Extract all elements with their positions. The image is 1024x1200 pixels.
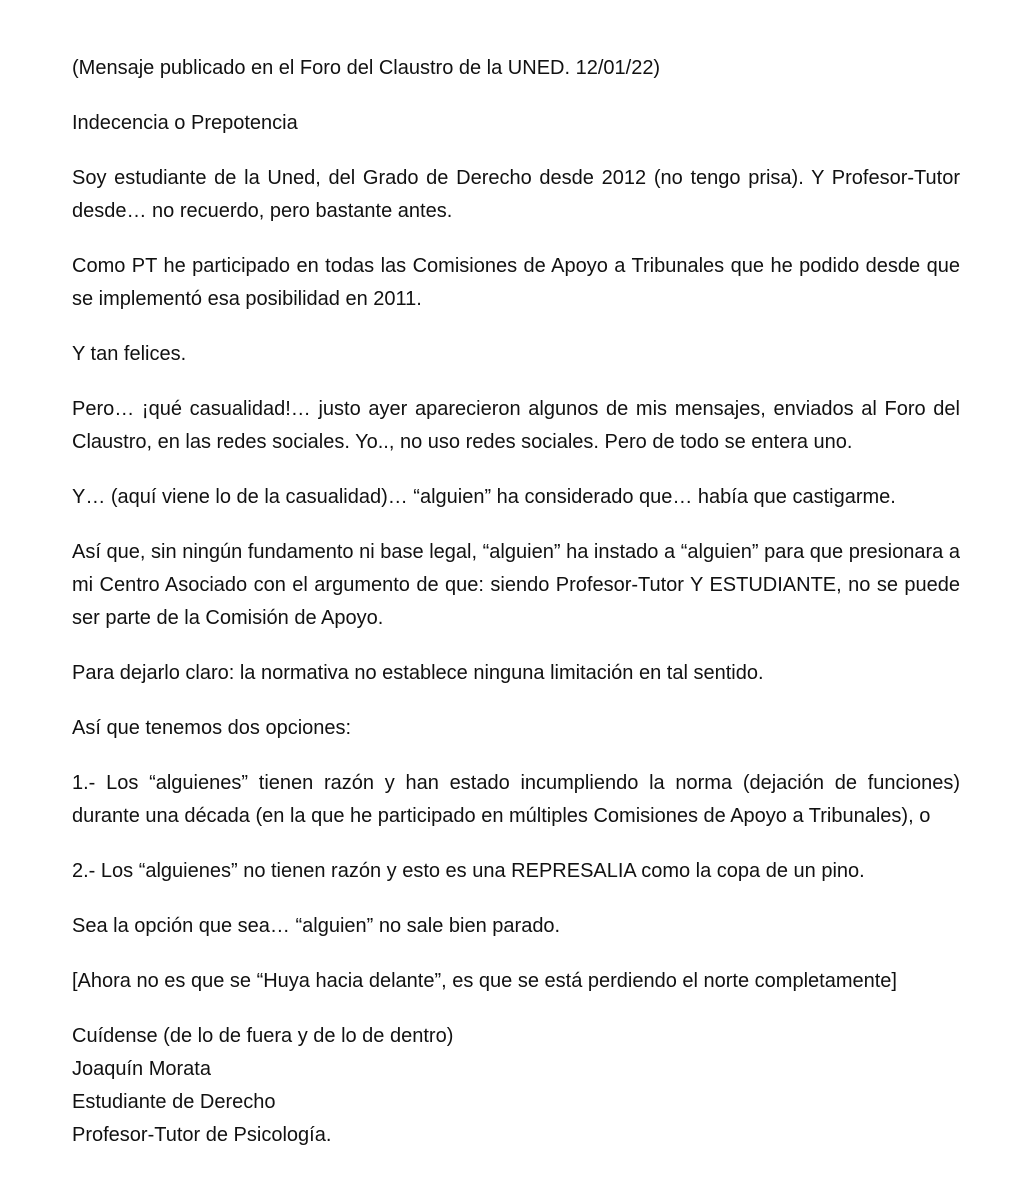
paragraph-7: Para dejarlo claro: la normativa no establece ninguna limitación en tal sentido. [72,662,764,684]
signature-role-tutor: Profesor-Tutor de Psicología. [72,1124,332,1146]
signature-block [72,1020,960,1152]
paragraph-6: Así que, sin ningún fundamento ni base legal, “alguien” ha instado a “alguien” para que presionara a mi Centro Asociado con el argumento de que: siendo Profesor-Tutor Y ESTUDIANTE, no se puede ser parte de la Comisión de Apoyo. [72,541,960,629]
paragraph-4: Pero… ¡qué casualidad!… justo ayer aparecieron algunos de mis mensajes, enviados al Foro del Claustro, en las redes sociales. Yo.., no uso redes sociales. Pero de todo se entera uno. [72,398,960,453]
paragraph-bracket-note: [Ahora no es que se “Huya hacia delante”, es que se está perdiendo el norte completamente] [72,970,897,992]
paragraph-5: Y… (aquí viene lo de la casualidad)… “alguien” ha considerado que… había que castigarme. [72,486,896,508]
paragraph-8: Así que tenemos dos opciones: [72,717,352,739]
signature-closing: Cuídense (de lo de fuera y de lo de dentro) [72,1025,454,1047]
document-title: Indecencia o Prepotencia [72,112,298,134]
paragraph-2: Como PT he participado en todas las Comisiones de Apoyo a Tribunales que he podido desde que se implementó esa posibilidad en 2011. [72,255,960,310]
paragraph-3: Y tan felices. [72,343,187,365]
paragraph-1: Soy estudiante de la Uned, del Grado de Derecho desde 2012 (no tengo prisa). Y Profesor-Tutor desde… no recuerdo, pero bastante antes. [72,167,960,222]
paragraph-conclusion: Sea la opción que sea… “alguien” no sale bien parado. [72,915,561,937]
document-page [72,52,960,1152]
option-2-paragraph: 2.- Los “alguienes” no tienen razón y esto es una REPRESALIA como la copa de un pino. [72,860,865,882]
header-note: (Mensaje publicado en el Foro del Claustro de la UNED. 12/01/22) [72,57,661,79]
option-1-paragraph: 1.- Los “alguienes” tienen razón y han estado incumpliendo la norma (dejación de funciones) durante una década (en la que he participado en múltiples Comisiones de Apoyo a Tribunales), o [72,772,960,827]
signature-name: Joaquín Morata [72,1058,211,1080]
signature-role-student: Estudiante de Derecho [72,1091,276,1113]
